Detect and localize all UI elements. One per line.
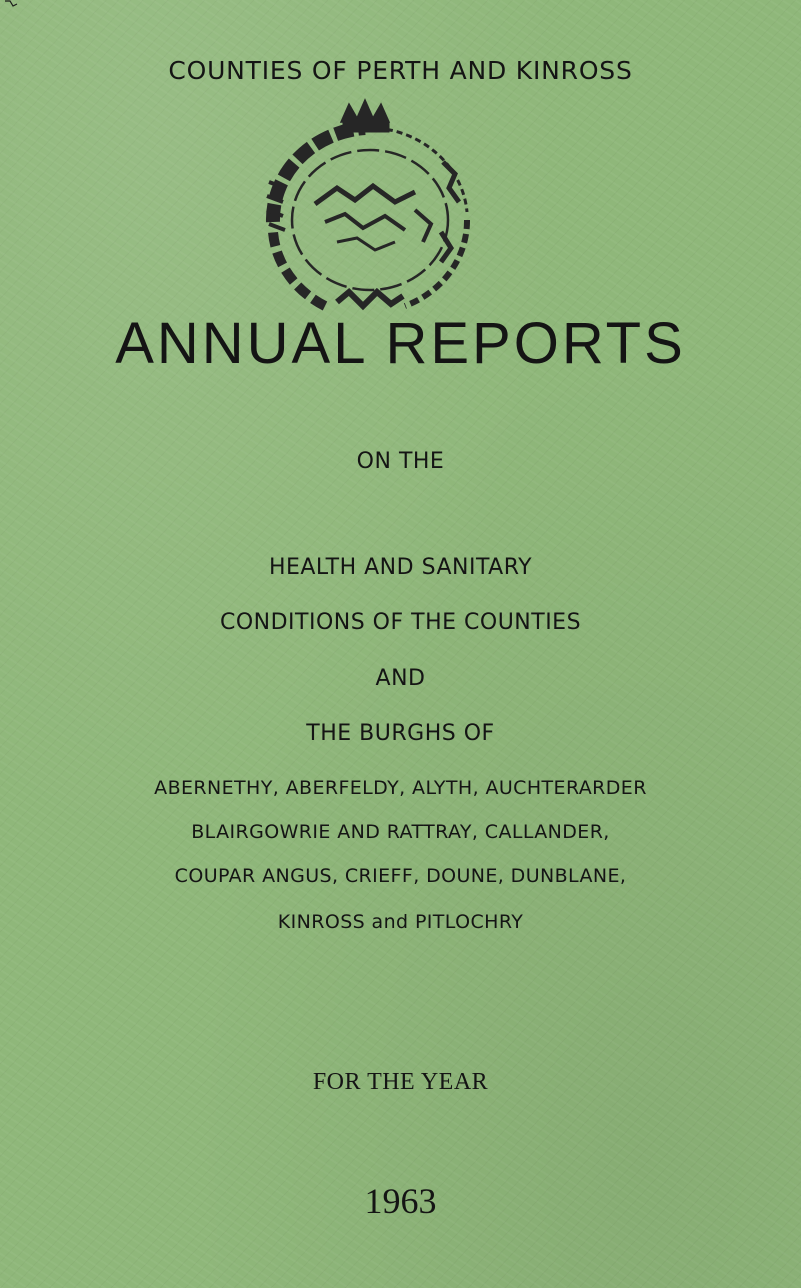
- burghs-list-line-2: BLAIRGOWRIE AND RATTRAY, CALLANDER,: [191, 821, 610, 843]
- burghs-list-line-4: KINROSS and PITLOCHRY: [277, 911, 524, 933]
- subject-line-2: CONDITIONS OF THE COUNTIES: [219, 610, 582, 635]
- title-annual-reports: ANNUAL REPORTS: [115, 311, 686, 376]
- report-year: 1963: [364, 1181, 437, 1221]
- burghs-list-line-1: ABERNETHY, ABERFELDY, ALYTH, AUCHTERARDER: [154, 777, 647, 799]
- and-label: AND: [375, 666, 426, 691]
- county-crest-icon: [245, 92, 495, 324]
- header-counties: COUNTIES OF PERTH AND KINROSS: [168, 56, 633, 85]
- subject-line-1: HEALTH AND SANITARY: [268, 555, 533, 580]
- burghs-heading: THE BURGHS OF: [306, 721, 495, 746]
- corner-tick-mark: [4, 0, 18, 8]
- for-the-year-label: FOR THE YEAR: [312, 1069, 489, 1095]
- on-the-label: ON THE: [356, 449, 445, 474]
- burghs-list-line-3: COUPAR ANGUS, CRIEFF, DOUNE, DUNBLANE,: [174, 865, 627, 887]
